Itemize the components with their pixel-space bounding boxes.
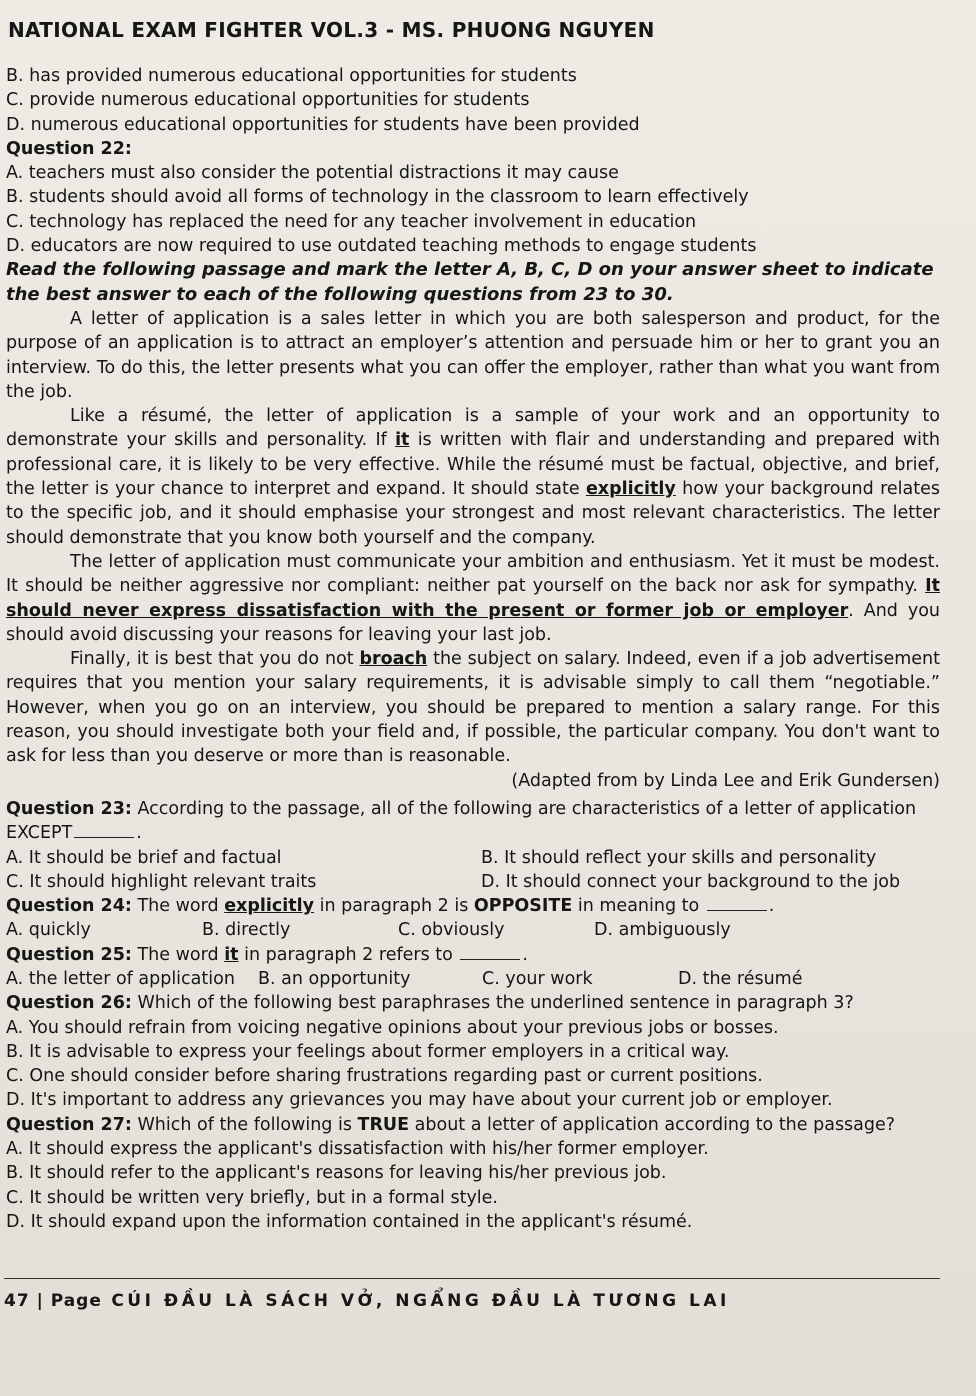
p2-text-b: is written with flair and understanding and prepared with professional care, it is likely to be very effective. While the résumé must be factual, objective, and brief, the letter is your chance to interpret and expand. It should state	[6, 430, 940, 500]
p1-text: A letter of application is a sales letter in which you are both salesperson and product, for the purpose of an application is to attract an employer’s attention and persuade him or her to grant you an interview. To do this, the letter presents what you can offer the employer, rather than what you want from the job.	[6, 308, 940, 402]
q23-option-b: B. It should reflect your skills and personality	[481, 847, 877, 868]
q23-options-row-1	[6, 846, 940, 870]
q22-option-c: C. technology has replaced the need for any teacher involvement in education	[6, 211, 697, 232]
q24-label: Question 24:	[6, 896, 132, 917]
p4-underlined-broach: broach	[359, 649, 428, 670]
instruction-line-1: Read the following passage and mark the letter A, B, C, D on your answer sheet to indicate	[6, 259, 934, 281]
q26-option-b: B. It is advisable to express your feelings about former employers in a critical way.	[6, 1041, 730, 1062]
q24-options	[6, 918, 940, 942]
question-26	[6, 991, 940, 1112]
question-25	[6, 943, 940, 992]
q22-option-a: A. teachers must also consider the potential distractions it may cause	[6, 163, 619, 184]
q21-option-d: D. numerous educational opportunities for students have been provided	[6, 114, 640, 135]
q25-option-c: C. your work	[482, 968, 593, 989]
q26-stem-text: Which of the following best paraphrases the underlined sentence in paragraph 3?	[131, 993, 854, 1014]
question-22	[6, 137, 940, 258]
page-footer	[4, 1278, 940, 1311]
question-24	[6, 894, 940, 943]
q24-stem: Question 24: The word explicitly in paragraph 2 is OPPOSITE in meaning to .	[6, 896, 775, 917]
answer-blank	[74, 837, 134, 838]
q24-target-word: explicitly	[224, 896, 315, 917]
q25-stem: Question 25: The word it in paragraph 2 refers to .	[6, 944, 528, 965]
q25-option-d: D. the résumé	[678, 968, 803, 989]
passage-paragraph-1	[6, 307, 940, 404]
page-header: NATIONAL EXAM FIGHTER VOL.3 - MS. PHUONG NGUYEN	[8, 18, 655, 42]
p2-text-c: how your background relates to the specific job, and it should emphasise your strongest and most relevant characteristics. The letter should demonstrate that you know both yourself and the company.	[6, 479, 941, 548]
page-number: 47 | Page	[4, 1291, 102, 1311]
q23-options-row-2	[6, 870, 940, 894]
q24-option-b: B. directly	[202, 920, 291, 941]
q27-option-d: D. It should expand upon the information contained in the applicant's résumé.	[6, 1211, 693, 1232]
q23-label: Question 23:	[6, 798, 132, 819]
q22-option-d: D. educators are now required to use outdated teaching methods to engage students	[6, 236, 757, 257]
q24-option-c: C. obviously	[398, 920, 505, 941]
question-21-options	[6, 64, 940, 137]
passage-source: (Adapted from by Linda Lee and Erik Gundersen)	[511, 770, 940, 791]
q23-stem-text: According to the passage, all of the following are characteristics of a letter of application	[131, 798, 917, 819]
q26-option-a: A. You should refrain from voicing negative opinions about your previous jobs or bosses.	[6, 1017, 779, 1038]
q23-except: EXCEPT	[6, 823, 73, 844]
q27-option-c: C. It should be written very briefly, but in a formal style.	[6, 1187, 498, 1208]
p3-text-a: The letter of application must communicate your ambition and enthusiasm. Yet it must be modest. It should be neither aggressive nor compliant: neither pat yourself on the back nor ask for sympathy.	[6, 551, 940, 597]
q22-title: Question 22:	[6, 138, 132, 159]
q24-option-d: D. ambiguously	[594, 920, 731, 941]
q26-stem	[6, 991, 940, 1015]
p2-underlined-it: it	[395, 430, 410, 451]
q24-stem-a: The word	[131, 896, 225, 917]
q23-option-d: D. It should connect your background to the job	[481, 871, 901, 892]
reading-instruction	[6, 258, 940, 307]
q25-options	[6, 967, 940, 991]
q27-stem	[6, 1113, 940, 1137]
answer-blank	[707, 910, 767, 911]
passage-paragraph-4	[6, 647, 940, 768]
q26-option-d: D. It's important to address any grievances you may have about your current job or employer.	[6, 1090, 833, 1111]
p2-underlined-explicitly: explicitly	[585, 479, 676, 500]
q25-target-word: it	[224, 944, 239, 965]
p4-text-b: the subject on salary. Indeed, even if a job advertisement requires that you mention your salary requirements, it is advisable simply to call them “negotiable.” However, when you go on an interview, you should be prepared to mention a salary range. For this reason, you should investigate both your field and, if possible, the particular company. You don't want to ask for less than you deserve or more than is reasonable.	[6, 649, 940, 767]
p3-underlined-sentence: It should never express dissatisfaction with the present or former job or employer	[6, 576, 940, 621]
q23-stem	[6, 797, 940, 821]
q24-option-a: A. quickly	[6, 920, 91, 941]
p2-text-a: Like a résumé, the letter of application is a sample of your work and an opportunity to demonstrate your skills and personality. If	[6, 406, 940, 451]
q25-option-b: B. an opportunity	[258, 968, 411, 989]
question-27	[6, 1113, 940, 1234]
q27-stem-a: Which of the following is	[131, 1114, 358, 1135]
q27-stem-b: about a letter of application according to the passage?	[409, 1114, 896, 1135]
q27-option-b: B. It should refer to the applicant's reasons for leaving his/her previous job.	[6, 1163, 667, 1184]
q25-label: Question 25:	[6, 944, 132, 965]
q23-option-c: C. It should highlight relevant traits	[6, 871, 317, 892]
q21-option-c: C. provide numerous educational opportunities for students	[6, 90, 530, 111]
question-23	[6, 797, 940, 894]
q21-option-b: B. has provided numerous educational opportunities for students	[6, 66, 577, 86]
passage-paragraph-3	[6, 550, 940, 647]
q25-stem-a: The word	[131, 944, 225, 965]
footer-motto: CÚI ĐẦU LÀ SÁCH VỞ, NGẨNG ĐẦU LÀ TƯƠNG LAI	[111, 1291, 730, 1311]
p3-text-b: . And you should avoid discussing your reasons for leaving your last job.	[6, 600, 941, 645]
q24-stem-c: in meaning to	[572, 896, 700, 917]
passage	[6, 307, 940, 793]
answer-blank	[460, 959, 520, 960]
q24-opposite: OPPOSITE	[473, 896, 573, 917]
q26-option-c: C. One should consider before sharing frustrations regarding past or current positions.	[6, 1066, 763, 1087]
q26-label: Question 26:	[6, 993, 132, 1014]
p4-text-a: Finally, it is best that you do not	[70, 649, 360, 670]
q25-stem-b: in paragraph 2 refers to	[238, 944, 453, 965]
q24-stem-b: in paragraph 2 is	[314, 896, 474, 917]
q23-option-a: A. It should be brief and factual	[6, 847, 282, 868]
q27-label: Question 27:	[6, 1114, 132, 1135]
q22-option-b: B. students should avoid all forms of technology in the classroom to learn effectively	[6, 187, 749, 208]
q27-true-word: TRUE	[357, 1114, 410, 1135]
q23-stem-line-2: EXCEPT .	[6, 823, 142, 844]
q27-option-a: A. It should express the applicant's dissatisfaction with his/her former employer.	[6, 1139, 709, 1160]
passage-paragraph-2	[6, 404, 940, 550]
instruction-line-2: the best answer to each of the following questions from 23 to 30.	[6, 283, 674, 305]
q25-option-a: A. the letter of application	[6, 968, 235, 989]
